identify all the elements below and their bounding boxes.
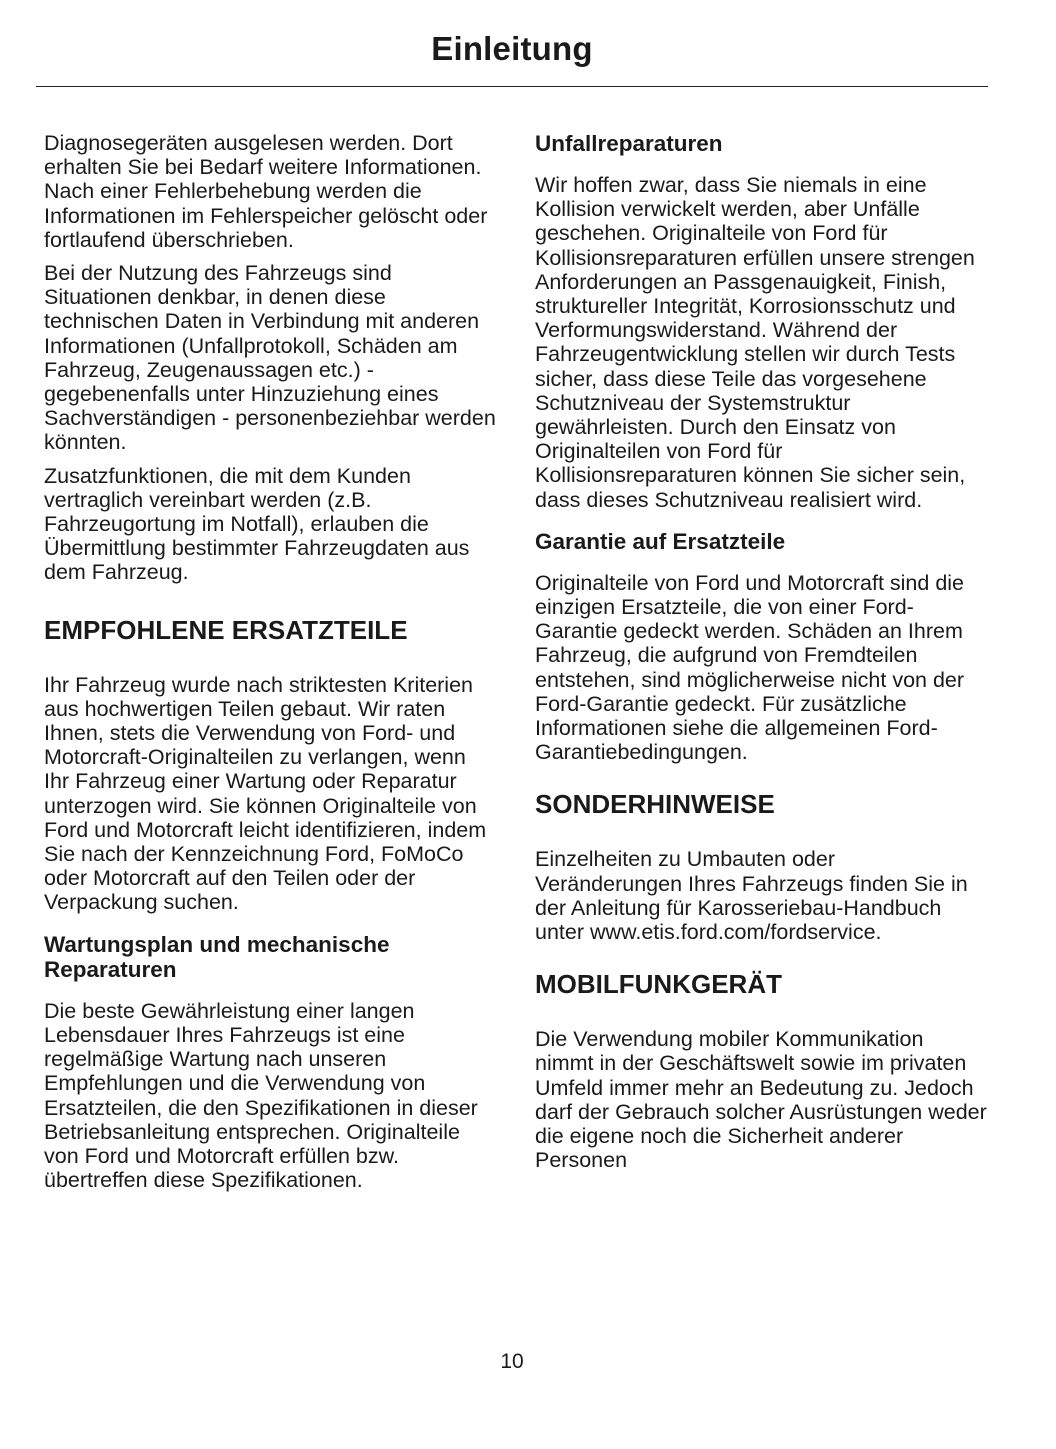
paragraph-unfallreparaturen: Wir hoffen zwar, dass Sie niemals in eine Kollision verwickelt werden, aber Unfälle geschehen. Originalteile von Ford für Kollisionsreparaturen erfüllen unsere strengen Anforderungen an Passgenauigkeit, Finish, struktureller Integrität, Korrosionsschutz und Verformungswiderstand. Während der Fahrzeugentwicklung stellen wir durch Tests sicher, dass diese Teile das vorgesehene Schutzniveau der Systemstruktur gewährleisten. Durch den Einsatz von Originalteilen von Ford für Kollisionsreparaturen können Sie sicher sein, dass dieses Schutzniveau realisiert wird. — [535, 173, 975, 512]
paragraph-diagnose: Diagnosegeräten ausgelesen werden. Dort erhalten Sie bei Bedarf weitere Informationen. Nach einer Fehlerbehebung werden die Informationen im Fehlerspeicher gelöscht oder fortlaufend überschrieben. — [44, 131, 488, 252]
subheading-unfallreparaturen: Unfallreparaturen — [535, 131, 723, 156]
heading-mobilfunkgeraet: MOBILFUNKGERÄT — [535, 969, 782, 1000]
page-number: 10 — [500, 1350, 524, 1373]
right-column — [535, 131, 987, 1182]
page-title: Einleitung — [431, 30, 593, 67]
paragraph-nutzung: Bei der Nutzung des Fahrzeugs sind Situationen denkbar, in denen diese technischen Daten in Verbindung mit anderen Informationen (Unfallprotokoll, Schäden am Fahrzeug, Zeugenaussagen etc.) - gegebenenfalls unter Hinzuziehung eines Sachverständigen - personenbeziehbar werden könnten. — [44, 261, 496, 455]
heading-sonderhinweise: SONDERHINWEISE — [535, 789, 775, 820]
title-divider — [36, 86, 988, 87]
paragraph-wartung: Die beste Gewährleistung einer langen Lebensdauer Ihres Fahrzeugs ist eine regelmäßige Wartung nach unseren Empfehlungen und die Verwendung von Ersatzteilen, die den Spezifikationen in dieser Betriebsanleitung entsprechen. Originalteile von Ford und Motorcraft erfüllen bzw. übertreffen diese Spezifikationen. — [44, 998, 478, 1193]
left-column — [44, 131, 496, 1201]
paragraph-sonderhinweise: Einzelheiten zu Umbauten oder Veränderungen Ihres Fahrzeugs finden Sie in der Anleitung für Karosseriebau-Handbuch unter www.etis.ford.com/fordservice. — [535, 847, 968, 945]
heading-empfohlene-ersatzteile: EMPFOHLENE ERSATZTEILE — [44, 614, 408, 645]
paragraph-ersatzteile: Ihr Fahrzeug wurde nach striktesten Kriterien aus hochwertigen Teilen gebaut. Wir raten Ihnen, stets die Verwendung von Ford- und Motorcraft-Originalteilen zu verlangen, wenn Ihr Fahrzeug einer Wartung oder Reparatur unterzogen wird. Sie können Originalteile von Ford und Motorcraft leicht identifizieren, indem Sie nach der Kennzeichnung Ford, FoMoCo oder Motorcraft auf den Teilen oder der Verpackung suchen. — [44, 672, 487, 915]
subheading-garantie: Garantie auf Ersatzteile — [535, 528, 786, 554]
paragraph-garantie: Originalteile von Ford und Motorcraft sind die einzigen Ersatzteile, die von einer Ford-Garantie gedeckt werden. Schäden an Ihrem Fahrzeug, die aufgrund von Fremdteilen entstehen, sind möglicherweise nicht von der Ford-Garantie gedeckt. Für zusätzliche Informationen siehe die allgemeinen Ford-Garantiebedingungen. — [535, 570, 965, 765]
subheading-wartungsplan: Wartungsplan und mechanische Reparaturen — [44, 931, 390, 982]
paragraph-zusatzfunktionen: Zusatzfunktionen, die mit dem Kunden vertraglich vereinbart werden (z.B. Fahrzeugortung im Notfall), erlauben die Übermittlung bestimmter Fahrzeugdaten aus dem Fahrzeug. — [44, 463, 470, 585]
paragraph-mobilfunk: Die Verwendung mobiler Kommunikation nimmt in der Geschäftswelt sowie im privaten Umfeld immer mehr an Bedeutung zu. Jedoch darf der Gebrauch solcher Ausrüstungen weder die eigene noch die Sicherheit anderer Personen — [535, 1027, 987, 1173]
